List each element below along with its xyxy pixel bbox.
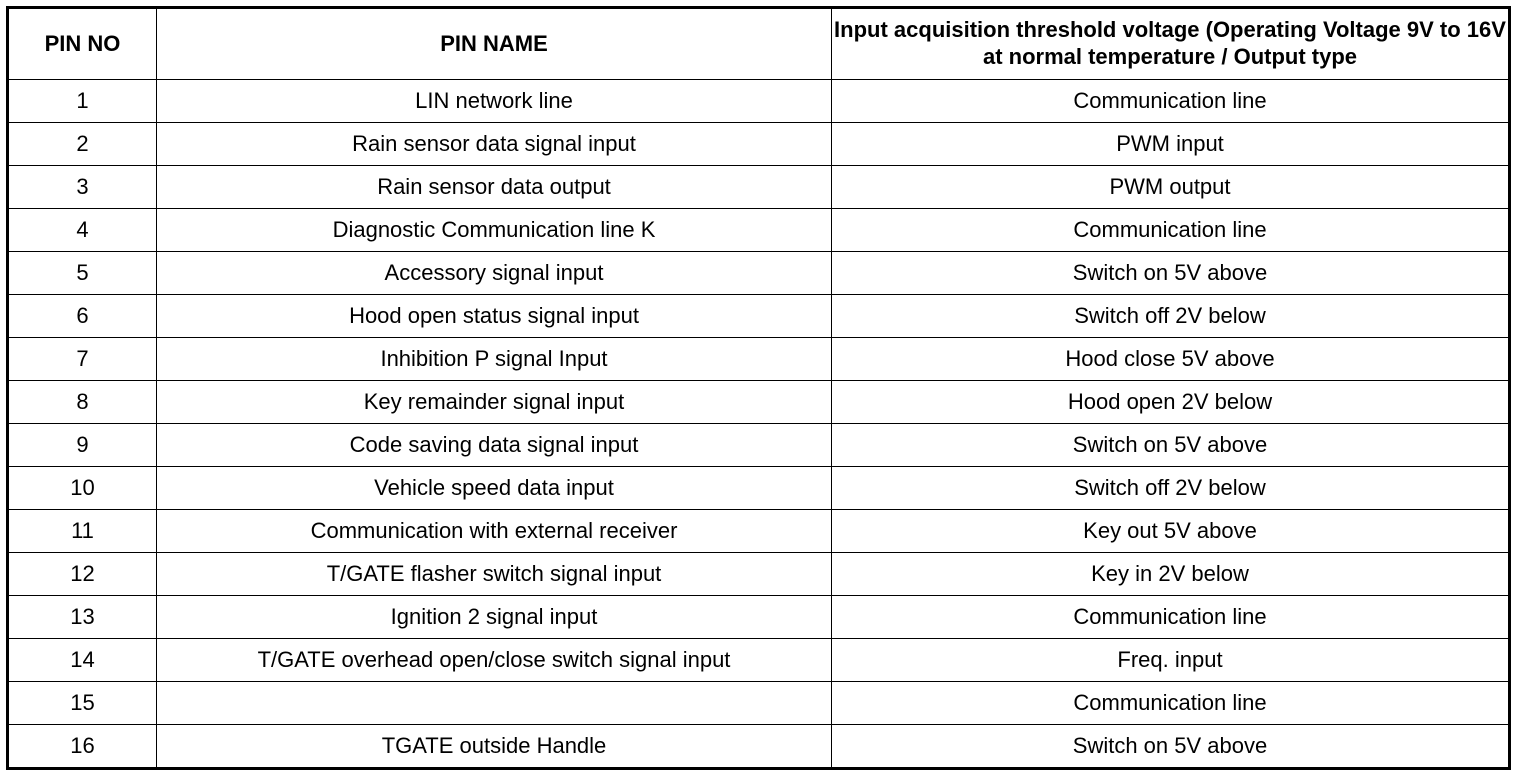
- header-pin-no: PIN NO: [8, 8, 157, 80]
- table-row: [8, 123, 1510, 166]
- pin-table-container: [6, 6, 1508, 758]
- table-row: [8, 467, 1510, 510]
- output-type-cell: Hood close 5V above: [832, 338, 1510, 381]
- pin-no-cell: 4: [8, 209, 157, 252]
- pin-name-cell: [157, 682, 832, 725]
- table-row: [8, 424, 1510, 467]
- table-body: [8, 80, 1510, 769]
- header-threshold-output-type: Input acquisition threshold voltage (Operating Voltage 9V to 16V at normal temperature / Output type: [832, 8, 1510, 80]
- table-row: [8, 682, 1510, 725]
- output-type-cell: Switch on 5V above: [832, 424, 1510, 467]
- table-row: [8, 510, 1510, 553]
- table-row: [8, 295, 1510, 338]
- header-row: [8, 8, 1510, 80]
- pin-no-cell: 14: [8, 639, 157, 682]
- output-type-cell: Communication line: [832, 80, 1510, 123]
- pin-name-cell: TGATE outside Handle: [157, 725, 832, 769]
- output-type-cell: Switch on 5V above: [832, 252, 1510, 295]
- output-type-cell: Communication line: [832, 209, 1510, 252]
- pin-name-cell: Communication with external receiver: [157, 510, 832, 553]
- pin-name-cell: Hood open status signal input: [157, 295, 832, 338]
- pin-name-cell: Rain sensor data signal input: [157, 123, 832, 166]
- table-row: [8, 166, 1510, 209]
- pin-no-cell: 8: [8, 381, 157, 424]
- output-type-cell: Key in 2V below: [832, 553, 1510, 596]
- table-row: [8, 596, 1510, 639]
- table-row: [8, 639, 1510, 682]
- pin-no-cell: 12: [8, 553, 157, 596]
- output-type-cell: PWM output: [832, 166, 1510, 209]
- pin-no-cell: 10: [8, 467, 157, 510]
- pin-name-cell: Code saving data signal input: [157, 424, 832, 467]
- output-type-cell: Switch off 2V below: [832, 295, 1510, 338]
- pin-no-cell: 11: [8, 510, 157, 553]
- pin-name-cell: Vehicle speed data input: [157, 467, 832, 510]
- output-type-cell: Communication line: [832, 596, 1510, 639]
- pin-no-cell: 9: [8, 424, 157, 467]
- pin-name-cell: Diagnostic Communication line K: [157, 209, 832, 252]
- table-row: [8, 209, 1510, 252]
- table-row: [8, 553, 1510, 596]
- pin-name-cell: Ignition 2 signal input: [157, 596, 832, 639]
- table-row: [8, 381, 1510, 424]
- pin-no-cell: 15: [8, 682, 157, 725]
- output-type-cell: Switch on 5V above: [832, 725, 1510, 769]
- pin-no-cell: 1: [8, 80, 157, 123]
- pin-name-cell: T/GATE flasher switch signal input: [157, 553, 832, 596]
- header-pin-name: PIN NAME: [157, 8, 832, 80]
- pin-name-cell: Inhibition P signal Input: [157, 338, 832, 381]
- pin-no-cell: 7: [8, 338, 157, 381]
- pin-name-cell: LIN network line: [157, 80, 832, 123]
- output-type-cell: Key out 5V above: [832, 510, 1510, 553]
- pin-no-cell: 5: [8, 252, 157, 295]
- pin-no-cell: 13: [8, 596, 157, 639]
- output-type-cell: PWM input: [832, 123, 1510, 166]
- output-type-cell: Switch off 2V below: [832, 467, 1510, 510]
- table-row: [8, 725, 1510, 769]
- output-type-cell: Communication line: [832, 682, 1510, 725]
- pin-no-cell: 2: [8, 123, 157, 166]
- pin-no-cell: 3: [8, 166, 157, 209]
- table-row: [8, 338, 1510, 381]
- output-type-cell: Freq. input: [832, 639, 1510, 682]
- pin-no-cell: 16: [8, 725, 157, 769]
- pin-no-cell: 6: [8, 295, 157, 338]
- pin-name-cell: Rain sensor data output: [157, 166, 832, 209]
- pin-name-cell: Accessory signal input: [157, 252, 832, 295]
- pin-name-cell: Key remainder signal input: [157, 381, 832, 424]
- pin-table: [6, 6, 1511, 770]
- pin-name-cell: T/GATE overhead open/close switch signal input: [157, 639, 832, 682]
- table-row: [8, 80, 1510, 123]
- output-type-cell: Hood open 2V below: [832, 381, 1510, 424]
- table-row: [8, 252, 1510, 295]
